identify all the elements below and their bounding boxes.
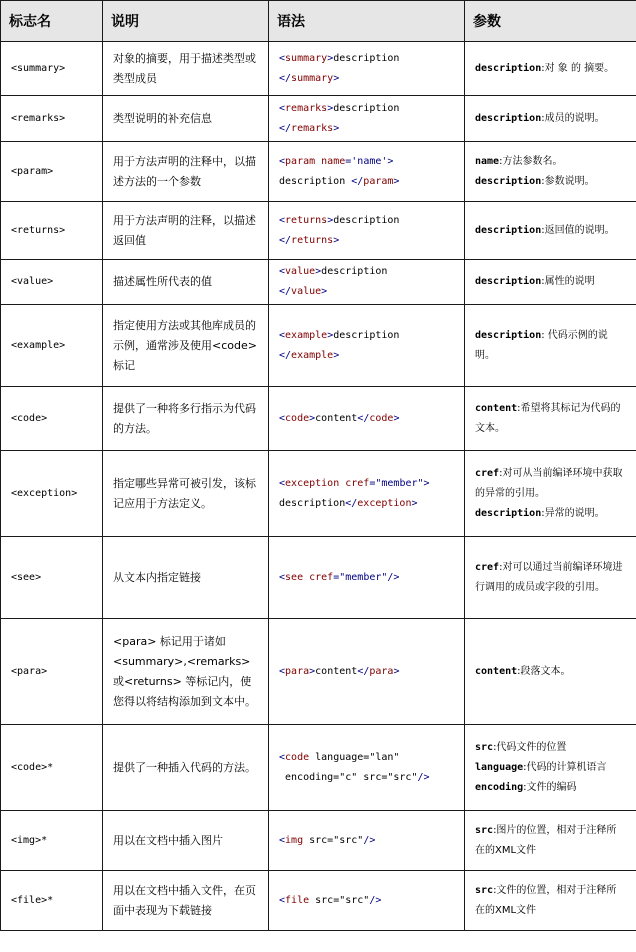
- parameter-keyword: description: [475, 112, 542, 124]
- syntax-token: code: [369, 412, 394, 424]
- description-cell: 用于方法声明的注释，以描述返回值: [103, 202, 269, 260]
- syntax-token: name: [357, 155, 382, 167]
- parameter-keyword: description: [475, 224, 542, 236]
- parameter-text: :对 象 的 摘要。: [541, 62, 615, 74]
- syntax-token: >: [333, 72, 340, 84]
- table-row: [1, 725, 636, 811]
- syntax-token: code: [285, 751, 316, 763]
- syntax-token: content: [315, 665, 358, 677]
- syntax-token: >: [309, 665, 316, 677]
- parameter-line: [475, 738, 626, 758]
- parameter-keyword: content: [475, 665, 518, 677]
- tag-name-cell: <img>*: [1, 811, 103, 871]
- syntax-token: >: [321, 286, 328, 297]
- parameter-text: :代码文件的位置: [493, 741, 567, 753]
- table-row: [1, 96, 636, 142]
- syntax-token: <: [279, 477, 286, 489]
- table-row: [1, 451, 636, 537]
- syntax-token: <: [279, 751, 286, 763]
- tag-name-cell: <code>*: [1, 725, 103, 811]
- syntax-cell: [269, 42, 465, 96]
- syntax-token: />: [363, 834, 376, 846]
- table-row: [1, 142, 636, 202]
- syntax-token: >: [393, 175, 400, 187]
- syntax-token: remarks: [291, 122, 334, 134]
- syntax-token: description: [333, 214, 400, 226]
- parameter-cell: [465, 537, 636, 619]
- syntax-token: >: [411, 497, 418, 509]
- header-tag-name: 标志名: [1, 1, 103, 42]
- parameter-text: :图片的位置，相对于注释所在的XML文件: [475, 824, 617, 856]
- syntax-token: />: [417, 771, 430, 783]
- description-cell: 用以在文档中插入文件，在页面中表现为下载链接: [103, 871, 269, 931]
- syntax-token: cref: [345, 477, 370, 489]
- syntax-token: >: [327, 102, 334, 114]
- syntax-cell: [269, 725, 465, 811]
- syntax-token: </: [357, 665, 370, 677]
- table-row: [1, 811, 636, 871]
- syntax-token: '>: [381, 155, 394, 167]
- syntax-token: ="member">: [369, 477, 430, 489]
- syntax-token: example: [285, 329, 328, 341]
- syntax-token: <: [279, 329, 286, 341]
- syntax-token: value: [285, 266, 316, 277]
- syntax-token: ="member"/>: [333, 571, 400, 583]
- syntax-token: description: [333, 52, 400, 64]
- syntax-token: para: [285, 665, 310, 677]
- syntax-token: param: [363, 175, 394, 187]
- syntax-token: <: [279, 102, 286, 114]
- header-syntax: 语法: [269, 1, 465, 42]
- syntax-token: />: [369, 894, 382, 906]
- syntax-token: </: [279, 286, 292, 297]
- syntax-line: [279, 474, 454, 494]
- tag-name-cell: <para>: [1, 619, 103, 725]
- description-cell: 对象的摘要，用于描述类型或类型成员: [103, 42, 269, 96]
- parameter-line: [475, 881, 626, 921]
- parameter-line: [475, 221, 626, 241]
- syntax-token: summary: [291, 72, 334, 84]
- parameter-text: :文件的编码: [523, 781, 577, 793]
- syntax-token: >: [327, 52, 334, 64]
- syntax-token: </: [279, 234, 292, 246]
- syntax-token: </: [279, 349, 292, 361]
- syntax-token: value: [291, 286, 322, 297]
- syntax-cell: [269, 537, 465, 619]
- parameter-text: :返回值的说明。: [541, 224, 615, 236]
- parameter-keyword: description: [475, 175, 542, 187]
- syntax-line: [279, 211, 454, 231]
- parameter-keyword: cref: [475, 561, 500, 573]
- parameter-keyword: description: [475, 62, 542, 74]
- parameter-keyword: cref: [475, 467, 500, 479]
- header-parameters: 参数: [465, 1, 636, 42]
- syntax-cell: [269, 305, 465, 387]
- tag-name-cell: <exception>: [1, 451, 103, 537]
- syntax-token: <: [279, 214, 286, 226]
- syntax-token: description: [333, 102, 400, 114]
- parameter-text: :对可以通过当前编译环境进行调用的成员或字段的引用。: [475, 561, 623, 593]
- table-row: [1, 305, 636, 387]
- syntax-token: <: [279, 665, 286, 677]
- syntax-token: <: [279, 52, 286, 64]
- syntax-token: =': [345, 155, 358, 167]
- description-cell: <para> 标记用于诸如<summary>,<remarks> 或<returns> 等标记内，使您得以将结构添加到文本中。: [103, 619, 269, 725]
- syntax-token: >: [333, 349, 340, 361]
- syntax-token: language="lan": [315, 751, 400, 763]
- description-cell: 用于方法声明的注释中，以描述方法的一个参数: [103, 142, 269, 202]
- table-row: [1, 202, 636, 260]
- syntax-line: [279, 346, 454, 366]
- parameter-line: [475, 399, 626, 439]
- syntax-line: [279, 831, 454, 851]
- syntax-token: <: [279, 155, 286, 167]
- syntax-line: [279, 262, 454, 282]
- parameter-line: [475, 172, 626, 192]
- description-cell: 类型说明的补充信息: [103, 96, 269, 142]
- parameter-cell: [465, 96, 636, 142]
- table-row: [1, 42, 636, 96]
- table-row: [1, 387, 636, 451]
- syntax-line: [279, 662, 454, 682]
- syntax-line: [279, 99, 454, 119]
- syntax-token: description: [279, 497, 346, 509]
- description-cell: 指定使用方法或其他库成员的示例，通常涉及使用<code>标记: [103, 305, 269, 387]
- parameter-cell: [465, 725, 636, 811]
- syntax-token: <: [279, 894, 286, 906]
- syntax-line: [279, 494, 454, 514]
- tag-name-cell: <see>: [1, 537, 103, 619]
- syntax-token: >: [393, 412, 400, 424]
- tag-name-cell: <example>: [1, 305, 103, 387]
- parameter-keyword: description: [475, 276, 542, 287]
- description-cell: 描述属性所代表的值: [103, 260, 269, 305]
- syntax-token: </: [279, 122, 292, 134]
- syntax-line: [279, 231, 454, 251]
- tag-name-cell: <param>: [1, 142, 103, 202]
- syntax-line: [279, 891, 454, 911]
- syntax-token: >: [333, 122, 340, 134]
- description-cell: 指定哪些异常可被引发，该标记应用于方法定义。: [103, 451, 269, 537]
- tag-name-cell: <value>: [1, 260, 103, 305]
- tag-name-cell: <file>*: [1, 871, 103, 931]
- syntax-line: [279, 69, 454, 89]
- syntax-cell: [269, 387, 465, 451]
- syntax-line: [279, 748, 454, 768]
- parameter-line: [475, 464, 626, 504]
- description-cell: 提供了一种将多行指示为代码的方法。: [103, 387, 269, 451]
- syntax-line: [279, 326, 454, 346]
- syntax-token: code: [285, 412, 310, 424]
- syntax-cell: [269, 202, 465, 260]
- parameter-text: :文件的位置，相对于注释所在的XML文件: [475, 884, 617, 916]
- parameter-line: [475, 662, 626, 682]
- syntax-token: img: [285, 834, 310, 846]
- parameter-text: :代码的计算机语言: [523, 761, 607, 773]
- syntax-line: [279, 172, 454, 192]
- syntax-token: src="src": [315, 894, 370, 906]
- parameter-cell: [465, 387, 636, 451]
- parameter-keyword: description: [475, 329, 542, 341]
- syntax-token: src="src": [309, 834, 364, 846]
- parameter-text: :对可从当前编译环境中获取的异常的引用。: [475, 467, 623, 499]
- syntax-line: [279, 409, 454, 429]
- syntax-token: </: [345, 497, 358, 509]
- parameter-line: [475, 326, 626, 366]
- syntax-token: see: [285, 571, 310, 583]
- parameter-cell: [465, 42, 636, 96]
- parameter-text: :异常的说明。: [541, 507, 605, 519]
- syntax-token: description: [333, 329, 400, 341]
- parameter-cell: [465, 202, 636, 260]
- parameter-cell: [465, 142, 636, 202]
- syntax-line: [279, 49, 454, 69]
- table-row: [1, 871, 636, 931]
- syntax-token: encoding="c" src="src": [279, 771, 418, 783]
- description-cell: 从文本内指定链接: [103, 537, 269, 619]
- description-cell: 用以在文档中插入图片: [103, 811, 269, 871]
- description-cell: 提供了一种插入代码的方法。: [103, 725, 269, 811]
- header-row: [1, 1, 636, 42]
- syntax-cell: [269, 871, 465, 931]
- syntax-token: exception: [357, 497, 412, 509]
- syntax-line: [279, 119, 454, 139]
- parameter-cell: [465, 451, 636, 537]
- syntax-token: name: [321, 155, 346, 167]
- tag-name-cell: <code>: [1, 387, 103, 451]
- syntax-token: <: [279, 834, 286, 846]
- tag-name-cell: <remarks>: [1, 96, 103, 142]
- syntax-token: >: [315, 266, 322, 277]
- parameter-keyword: encoding: [475, 781, 524, 793]
- parameter-keyword: language: [475, 761, 524, 773]
- syntax-cell: [269, 96, 465, 142]
- table-row: [1, 619, 636, 725]
- syntax-cell: [269, 619, 465, 725]
- syntax-token: >: [333, 234, 340, 246]
- parameter-text: :段落文本。: [517, 665, 571, 677]
- syntax-line: [279, 768, 454, 788]
- table-row: [1, 260, 636, 305]
- syntax-line: [279, 282, 454, 302]
- parameter-cell: [465, 305, 636, 387]
- parameter-cell: [465, 619, 636, 725]
- parameter-text: :希望将其标记为代码的文本。: [475, 402, 621, 434]
- syntax-token: </: [279, 72, 292, 84]
- parameter-keyword: content: [475, 402, 518, 414]
- syntax-token: </: [357, 412, 370, 424]
- syntax-token: >: [393, 665, 400, 677]
- syntax-token: <: [279, 571, 286, 583]
- parameter-line: [475, 758, 626, 778]
- parameter-cell: [465, 871, 636, 931]
- parameter-cell: [465, 260, 636, 305]
- parameter-text: :属性的说明: [541, 276, 595, 287]
- syntax-token: param: [285, 155, 322, 167]
- parameter-line: [475, 558, 626, 598]
- syntax-token: <: [279, 266, 286, 277]
- parameter-line: [475, 821, 626, 861]
- syntax-token: content: [315, 412, 358, 424]
- parameter-keyword: name: [475, 155, 500, 167]
- syntax-token: para: [369, 665, 394, 677]
- parameter-line: [475, 109, 626, 129]
- syntax-line: [279, 152, 454, 172]
- syntax-token: description: [321, 266, 388, 277]
- tag-name-cell: <summary>: [1, 42, 103, 96]
- syntax-token: description: [279, 175, 352, 187]
- parameter-text: :成员的说明。: [541, 112, 605, 124]
- syntax-token: summary: [285, 52, 328, 64]
- syntax-token: returns: [285, 214, 328, 226]
- parameter-keyword: src: [475, 884, 494, 896]
- syntax-token: >: [309, 412, 316, 424]
- syntax-token: >: [327, 214, 334, 226]
- syntax-token: <: [279, 412, 286, 424]
- parameter-line: [475, 504, 626, 524]
- parameter-text: :方法参数名。: [499, 155, 563, 167]
- parameter-keyword: src: [475, 741, 494, 753]
- syntax-token: </: [351, 175, 364, 187]
- table-row: [1, 537, 636, 619]
- syntax-line: [279, 568, 454, 588]
- syntax-token: example: [291, 349, 334, 361]
- parameter-keyword: src: [475, 824, 494, 836]
- syntax-cell: [269, 142, 465, 202]
- parameter-line: [475, 59, 626, 79]
- parameter-line: [475, 152, 626, 172]
- syntax-token: cref: [309, 571, 334, 583]
- syntax-token: remarks: [285, 102, 328, 114]
- parameter-text: :参数说明。: [541, 175, 595, 187]
- parameter-cell: [465, 811, 636, 871]
- syntax-cell: [269, 451, 465, 537]
- parameter-text: : 代码示例的说明。: [475, 329, 608, 361]
- header-description: 说明: [103, 1, 269, 42]
- syntax-token: >: [327, 329, 334, 341]
- parameter-line: [475, 778, 626, 798]
- parameter-keyword: description: [475, 507, 542, 519]
- syntax-token: exception: [285, 477, 346, 489]
- tag-name-cell: <returns>: [1, 202, 103, 260]
- parameter-line: [475, 272, 626, 292]
- syntax-cell: [269, 811, 465, 871]
- syntax-cell: [269, 260, 465, 305]
- syntax-token: file: [285, 894, 316, 906]
- syntax-token: returns: [291, 234, 334, 246]
